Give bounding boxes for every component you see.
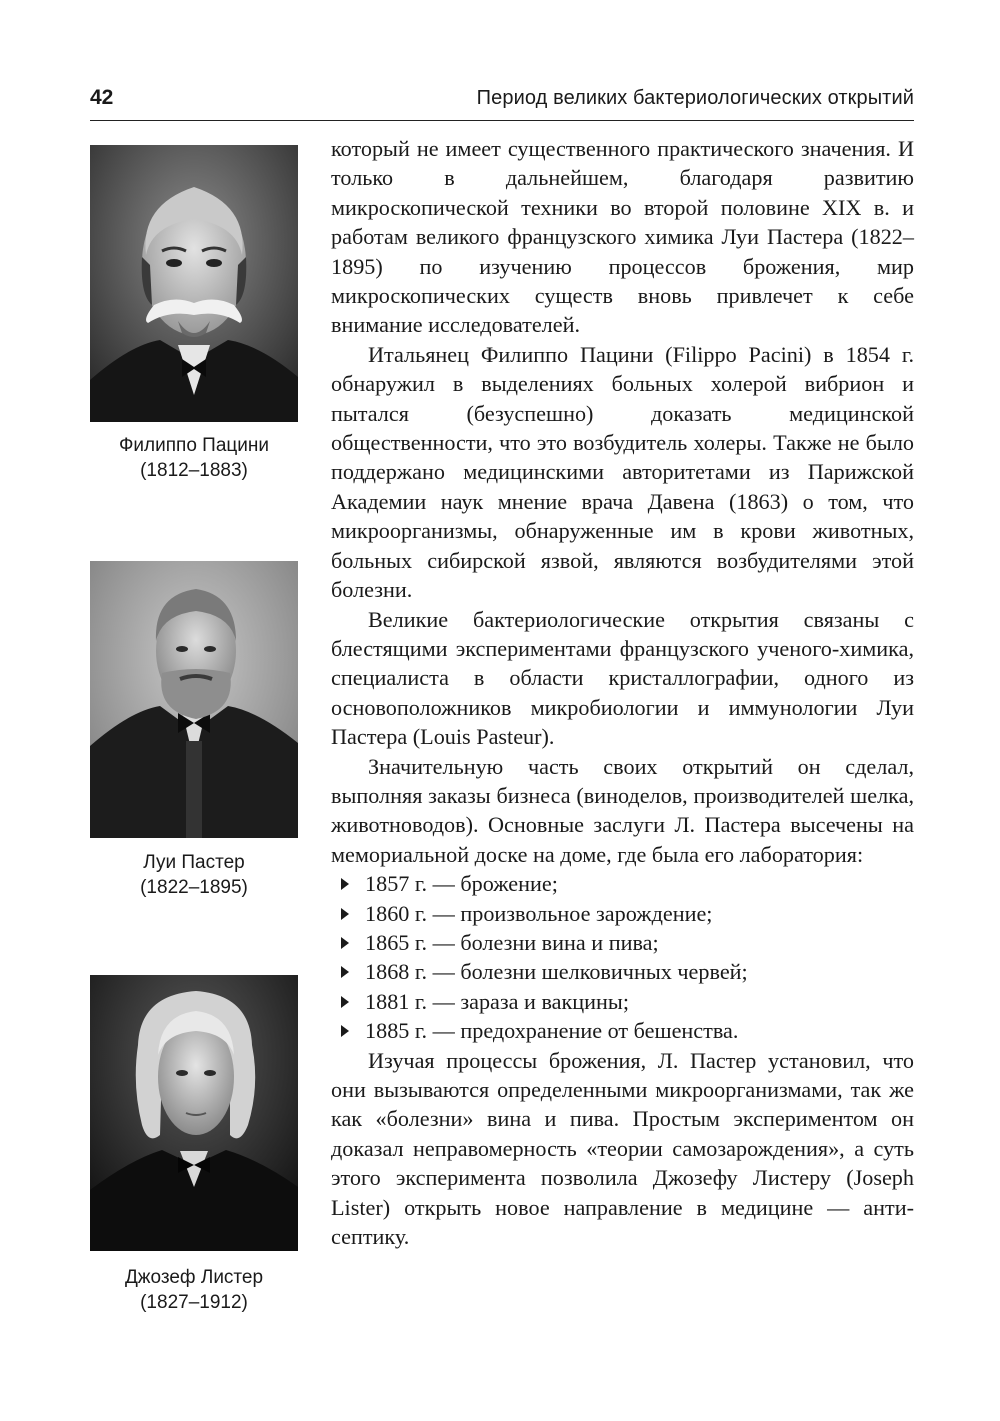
caption-pacini xyxy=(90,433,298,483)
bullet-triangle-icon xyxy=(341,996,349,1008)
paragraph: Значительную часть своих открытий он сделал, выполняя заказы бизнеса (виноделов, производителей шелка, животноводов). Основные заслуги Л. Пастера высечены на мемориальной доске на доме, где была его лаборатория: xyxy=(331,753,914,867)
caption-lister xyxy=(90,1265,298,1315)
paragraph: Итальянец Филиппо Пацини (Filippo Pacini) в 1854 г. обнаружил в выделениях больных холерой вибрион и пытался (безуспешно) доказать медицинской общественности, что это возбудитель холеры. Также не было поддержано медицинскими авторитетами из Парижской Академии наук мнение врача Давена (1863) о том, что микроорганизмы, обнаруженные им в крови животных, больных сибирской язвой, являются возбудителями этой болезни. xyxy=(331,341,914,603)
list-item-text: 1865 г. — болезни вина и пива; xyxy=(365,929,659,955)
bullet-triangle-icon xyxy=(341,878,349,890)
caption-name: Филиппо Пацини xyxy=(118,435,269,456)
bullet-triangle-icon xyxy=(341,1025,349,1037)
list-item xyxy=(365,928,914,957)
paragraph: который не имеет существенного практического значения. И только в дальнейшем, благодаря развитию микроскопической техники во второй половине XIX в. и работам великого французского химика Луи Пастера (1822–1895) по изучению процессов брожения, мир микроскопических существ вновь привлечет к себе внимание исследователей. xyxy=(331,136,914,338)
page-number: 42 xyxy=(90,86,114,109)
paragraph: Изучая процессы брожения, Л. Пастер установил, что они вызываются определенными микроорганизмами, так же как «болезни» вина и пива. Простым экспериментом он доказал неправомерность «теории самозарождения», а суть этого эксперимента позволила Джозефу Листеру (Joseph Lister) открыть новое направление в медицине — антисептику. xyxy=(331,1047,914,1250)
list-item xyxy=(365,869,914,898)
list-item xyxy=(365,899,914,928)
list-item-text: 1885 г. — предохранение от бешенства. xyxy=(365,1018,739,1044)
list-item xyxy=(365,1016,914,1045)
caption-pasteur xyxy=(90,850,298,900)
portrait-lister xyxy=(90,975,298,1251)
paragraph: Великие бактериологические открытия связаны с блестящими экспериментами французского ученого-химика, специалиста в области кристаллографии, одного из основоположников микробиологии и иммунологии Луи Пастера (Louis Pasteur). xyxy=(331,606,914,750)
bullet-triangle-icon xyxy=(341,966,349,978)
portrait-pasteur xyxy=(90,561,298,838)
caption-name: Луи Пастер xyxy=(143,852,245,873)
list-item xyxy=(365,987,914,1016)
caption-years: (1822–1895) xyxy=(140,877,248,898)
caption-years: (1812–1883) xyxy=(140,460,248,481)
portrait-pacini xyxy=(90,145,298,422)
list-item xyxy=(365,957,914,986)
caption-years: (1827–1912) xyxy=(140,1292,248,1313)
running-title: Период великих бактериологических открытий xyxy=(476,87,914,109)
caption-name: Джозеф Листер xyxy=(124,1267,264,1288)
body-text xyxy=(331,134,914,1251)
list-item-text: 1868 г. — болезни шелковичных червей; xyxy=(365,959,748,985)
achievements-list xyxy=(331,869,914,1045)
list-item-text: 1881 г. — зараза и вакцины; xyxy=(365,988,629,1014)
list-item-text: 1857 г. — брожение; xyxy=(365,871,558,897)
bullet-triangle-icon xyxy=(341,908,349,920)
list-item-text: 1860 г. — произвольное зарождение; xyxy=(365,900,713,926)
running-header xyxy=(90,86,914,121)
bullet-triangle-icon xyxy=(341,937,349,949)
